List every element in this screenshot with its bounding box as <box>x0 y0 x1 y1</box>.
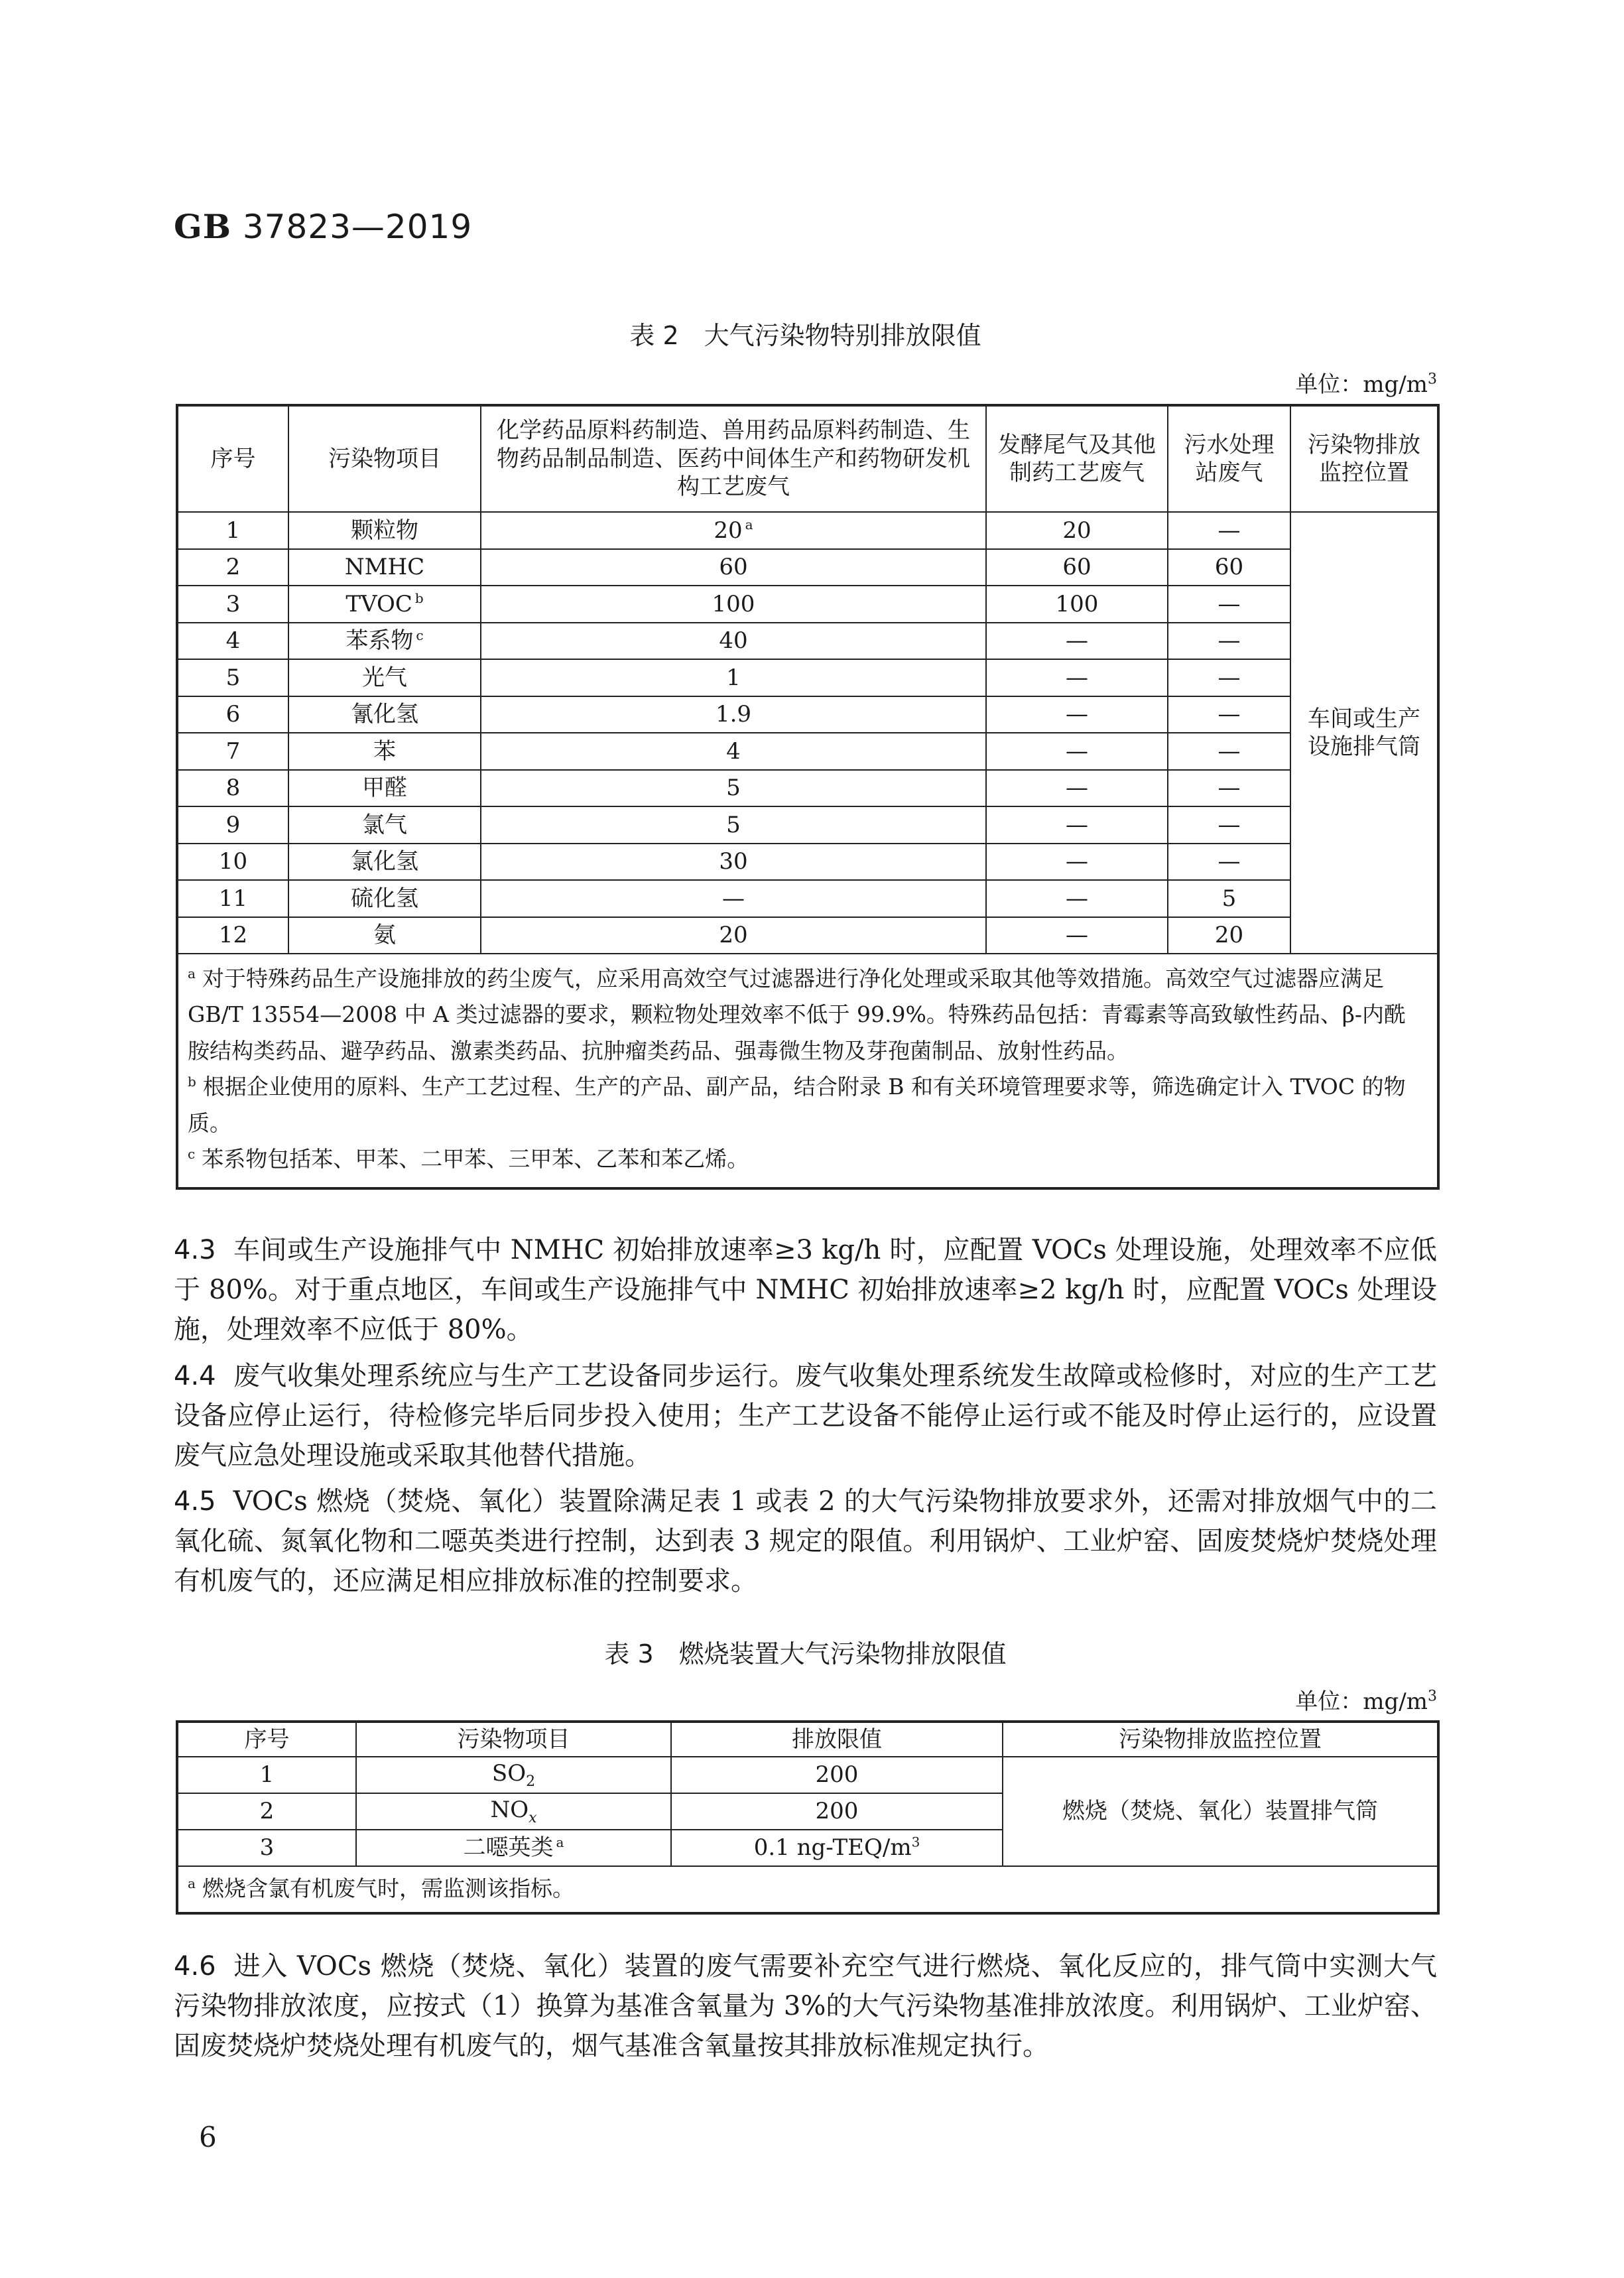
cell-col-a: 60 <box>481 549 986 586</box>
table2-header-row <box>177 405 1438 512</box>
clause-text: 车间或生产设施排气中 NMHC 初始排放速率≥3 kg/h 时，应配置 VOCs 处理设施，处理效率不应低于 80%。对于重点地区，车间或生产设施排气中 NMHC 初始排放速率≥2 kg/h 时，应配置 VOCs 处理设施，处理效率不应低于 80%。 <box>174 1235 1437 1345</box>
cell-no: 9 <box>177 806 288 844</box>
clause-number: 4.5 <box>174 1486 216 1517</box>
cell-col-c: — <box>1168 844 1290 881</box>
cell-col-a: 20 $^a$ <box>481 512 986 549</box>
cell-col-a: 30 <box>481 844 986 881</box>
clause-4-5 <box>174 1482 1437 1601</box>
cell-no: 5 <box>177 659 288 696</box>
table-row <box>177 733 1438 770</box>
cell-col-c: 20 <box>1168 917 1290 954</box>
table-row <box>177 880 1438 917</box>
cell-col-c: — <box>1168 623 1290 660</box>
cell-col-c: — <box>1168 586 1290 623</box>
cell-item: 甲醛 <box>288 770 481 807</box>
footnote-mark: b <box>414 590 424 607</box>
cell-limit: 200 <box>671 1793 1003 1830</box>
clause-number: 4.6 <box>174 1951 216 1982</box>
cell-item: 颗粒物 <box>288 512 481 549</box>
cell-col-a: 5 <box>481 770 986 807</box>
cell-no: 6 <box>177 696 288 733</box>
clause-4-3 <box>174 1230 1437 1350</box>
table-row <box>177 844 1438 881</box>
table2-unit: 单位：$mg/m^3$ <box>1295 371 1437 398</box>
cell-no: 1 <box>177 1757 356 1793</box>
cell-no: 3 <box>177 586 288 623</box>
header-col-b: 发酵尾气及其他制药工艺废气 <box>986 405 1168 512</box>
clause-4-6 <box>174 1946 1437 2066</box>
cell-no: 7 <box>177 733 288 770</box>
cell-col-b: 60 <box>986 549 1168 586</box>
footnote-mark: a <box>745 517 753 533</box>
cell-item: $SO_2$ <box>356 1757 671 1793</box>
cell-no: 1 <box>177 512 288 549</box>
clause-text: 废气收集处理系统应与生产工艺设备同步运行。废气收集处理系统发生故障或检修时，对应的生产工艺设备应停止运行，待检修完毕后同步投入使用；生产工艺设备不能停止运行或不能及时停止运行的，应设置废气应急处理设施或采取其他替代措施。 <box>174 1361 1437 1471</box>
header-item: 污染物项目 <box>356 1722 671 1757</box>
header-col-a: 化学药品原料药制造、兽用药品原料药制造、生物药品制品制造、医药中间体生产和药物研发机构工艺废气 <box>481 405 986 512</box>
header-col-c: 污水处理站废气 <box>1168 405 1290 512</box>
header-no: 序号 <box>177 1722 356 1757</box>
cell-col-a: 40 <box>481 623 986 660</box>
cell-col-c: — <box>1168 806 1290 844</box>
cell-col-b: — <box>986 844 1168 881</box>
table3-caption: 表 3 燃烧装置大气污染物排放限值 <box>604 1639 1007 1669</box>
table-row <box>177 623 1438 660</box>
cell-col-a: 1 <box>481 659 986 696</box>
cell-item: 氰化氢 <box>288 696 481 733</box>
table3-header-row <box>177 1722 1438 1757</box>
header-col-d: 污染物排放监控位置 <box>1290 405 1438 512</box>
cell-col-b: — <box>986 696 1168 733</box>
cell-no: 12 <box>177 917 288 954</box>
cell-col-b: — <box>986 806 1168 844</box>
standard-code: GB 37823—2019 <box>174 207 473 246</box>
clause-text: VOCs 燃烧（焚烧、氧化）装置除满足表 1 或表 2 的大气污染物排放要求外，还需对排放烟气中的二氧化硫、氮氧化物和二噁英类进行控制，达到表 3 规定的限值。利用锅炉、工业炉窑、固废焚烧炉焚烧处理有机废气的，还应满足相应排放标准的控制要求。 <box>174 1486 1437 1596</box>
cell-item: 硫化氢 <box>288 880 481 917</box>
cell-no: 3 <box>177 1830 356 1866</box>
cell-col-c: — <box>1168 659 1290 696</box>
header-limit: 排放限值 <box>671 1722 1003 1757</box>
table3-footnote-row <box>177 1866 1438 1913</box>
clause-number: 4.3 <box>174 1235 216 1265</box>
table-row <box>177 549 1438 586</box>
clause-4-4 <box>174 1356 1437 1476</box>
cell-col-b: — <box>986 770 1168 807</box>
table-row <box>177 806 1438 844</box>
table-row <box>177 770 1438 807</box>
cell-no: 10 <box>177 844 288 881</box>
cell-item: 氯化氢 <box>288 844 481 881</box>
page-number: 6 <box>199 2121 217 2153</box>
footnote-mark: a <box>556 1834 564 1850</box>
cell-col-b: 100 <box>986 586 1168 623</box>
table2 <box>176 404 1440 1190</box>
cell-col-c: 60 <box>1168 549 1290 586</box>
cell-item: $NO_x$ <box>356 1793 671 1830</box>
cell-item: 氯气 <box>288 806 481 844</box>
footnote-a: $^a$ 对于特殊药品生产设施排放的药尘废气，应采用高效空气过滤器进行净化处理或采取其他等效措施。高效空气过滤器应满足 GB/T 13554—2008 中 A 类过滤器的要求，颗粒物处理效率不低于 99.9%。特殊药品包括：青霉素等高致敏性药品、β-内酰胺结构类药品、避孕药品、激素类药品、抗肿瘤类药品、强毒微生物及芽孢菌制品、放射性药品。 <box>188 966 1406 1064</box>
cell-item: TVOC $^b$ <box>288 586 481 623</box>
cell-limit: 0.1 $ng-TEQ/m^3$ <box>671 1830 1003 1866</box>
table-row <box>177 696 1438 733</box>
table3 <box>176 1720 1440 1915</box>
cell-col-b: — <box>986 659 1168 696</box>
cell-no: 4 <box>177 623 288 660</box>
header-item: 污染物项目 <box>288 405 481 512</box>
cell-item: 苯 <box>288 733 481 770</box>
cell-location: 燃烧（焚烧、氧化）装置排气筒 <box>1003 1757 1438 1866</box>
cell-col-b: — <box>986 623 1168 660</box>
cell-no: 2 <box>177 1793 356 1830</box>
cell-item: NMHC <box>288 549 481 586</box>
cell-item: 氨 <box>288 917 481 954</box>
table-row <box>177 512 1438 549</box>
footnote-b: $^b$ 根据企业使用的原料、生产工艺过程、生产的产品、副产品，结合附录 B 和有关环境管理要求等，筛选确定计入 TVOC 的物质。 <box>188 1074 1406 1136</box>
table-row <box>177 586 1438 623</box>
cell-col-a: — <box>481 880 986 917</box>
table2-caption: 表 2 大气污染物特别排放限值 <box>629 321 981 350</box>
cell-col-c: — <box>1168 696 1290 733</box>
footnote-c: $^c$ 苯系物包括苯、甲苯、二甲苯、三甲苯、乙苯和苯乙烯。 <box>188 1146 749 1172</box>
cell-no: 2 <box>177 549 288 586</box>
cell-col-a: 5 <box>481 806 986 844</box>
cell-col-a: 100 <box>481 586 986 623</box>
table-row <box>177 917 1438 954</box>
table3-footnote: $^a$ 燃烧含氯有机废气时，需监测该指标。 <box>177 1866 1438 1913</box>
cell-col-b: — <box>986 880 1168 917</box>
cell-col-c: — <box>1168 770 1290 807</box>
table-row <box>177 659 1438 696</box>
cell-col-b: — <box>986 733 1168 770</box>
cell-col-b: — <box>986 917 1168 954</box>
table-row <box>177 1757 1438 1793</box>
cell-col-c: — <box>1168 733 1290 770</box>
cell-col-a: 1.9 <box>481 696 986 733</box>
cell-item: 苯系物 $^c$ <box>288 623 481 660</box>
cell-col-a: 20 <box>481 917 986 954</box>
cell-monitor-location: 车间或生产设施排气筒 <box>1290 512 1438 954</box>
cell-no: 8 <box>177 770 288 807</box>
cell-col-c: — <box>1168 512 1290 549</box>
clause-number: 4.4 <box>174 1361 216 1391</box>
cell-col-a: 4 <box>481 733 986 770</box>
cell-item: 二噁英类 $^a$ <box>356 1830 671 1866</box>
table2-footnotes <box>177 954 1438 1188</box>
cell-limit: 200 <box>671 1757 1003 1793</box>
cell-col-b: 20 <box>986 512 1168 549</box>
header-no: 序号 <box>177 405 288 512</box>
cell-col-c: 5 <box>1168 880 1290 917</box>
cell-item: 光气 <box>288 659 481 696</box>
header-location: 污染物排放监控位置 <box>1003 1722 1438 1757</box>
table2-footnotes-row <box>177 954 1438 1188</box>
footnote-mark: c <box>416 627 424 643</box>
table3-unit: 单位：$mg/m^3$ <box>1295 1688 1437 1715</box>
clause-text: 进入 VOCs 燃烧（焚烧、氧化）装置的废气需要补充空气进行燃烧、氧化反应的，排气筒中实测大气污染物排放浓度，应按式（1）换算为基准含氧量为 3%的大气污染物基准排放浓度。利用锅炉、工业炉窑、固废焚烧炉焚烧处理有机废气的，烟气基准含氧量按其排放标准规定执行。 <box>174 1951 1437 2061</box>
cell-no: 11 <box>177 880 288 917</box>
